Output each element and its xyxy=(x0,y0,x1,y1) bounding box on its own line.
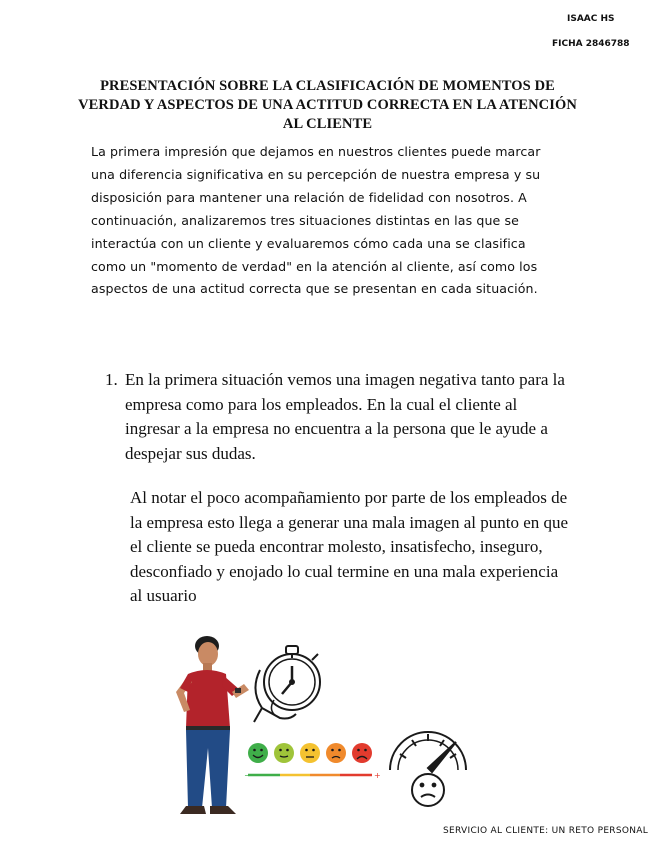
satisfaction-faces-icon xyxy=(244,743,381,780)
intro-paragraph: La primera impresión que dejamos en nuestros clientes puede marcar una diferencia significativa en su percepción de nuestra empresa y su disposición para mantener una relación de fidelidad con nosotros. A continuación, analizaremos tres situaciones distintas en las que se interactúa con un cliente y evaluaremos cómo cada una se clasifica como un "momento de verdad" en la atención al cliente, así como los aspectos de una actitud correcta que se presentan en cada situación. xyxy=(91,144,541,297)
list-item-number: 1. xyxy=(105,370,118,389)
stopwatch-icon xyxy=(254,646,320,722)
list-item-paragraph-1: En la primera situación vemos una imagen negativa tanto para la empresa como para los empleados. En la cual el cliente al ingresar a la empresa no encuentra a la persona que le ayude a despejar sus dudas. xyxy=(125,370,565,463)
svg-text:−: − xyxy=(244,771,251,780)
gauge-sad-icon xyxy=(390,732,466,806)
ficha-number: FICHA 2846788 xyxy=(552,39,630,49)
face-angry-icon xyxy=(352,743,372,763)
face-very-happy-icon xyxy=(248,743,268,763)
customer-waiting-illustration xyxy=(150,630,480,820)
list-item-paragraph-2: Al notar el poco acompañamiento por parte de los empleados de la empresa esto llega a generar una mala imagen al punto en que el cliente se pueda encontrar molesto, insatisfecho, inseguro, desconfiado y enojado lo cual termine en una mala experiencia al usuario xyxy=(130,488,569,606)
face-neutral-icon xyxy=(300,743,320,763)
page-footer: SERVICIO AL CLIENTE: UN RETO PERSONAL xyxy=(443,826,649,836)
document-title: PRESENTACIÓN SOBRE LA CLASIFICACIÓN DE MOMENTOS DE VERDAD Y ASPECTOS DE UNA ACTITUD CORRECTA EN LA ATENCIÓN AL CLIENTE xyxy=(78,78,577,132)
face-happy-icon xyxy=(274,743,294,763)
author-name: ISAAC HS xyxy=(567,14,615,24)
face-sad-icon xyxy=(326,743,346,763)
svg-text:+: + xyxy=(374,771,381,780)
man-checking-watch-icon xyxy=(176,636,249,814)
